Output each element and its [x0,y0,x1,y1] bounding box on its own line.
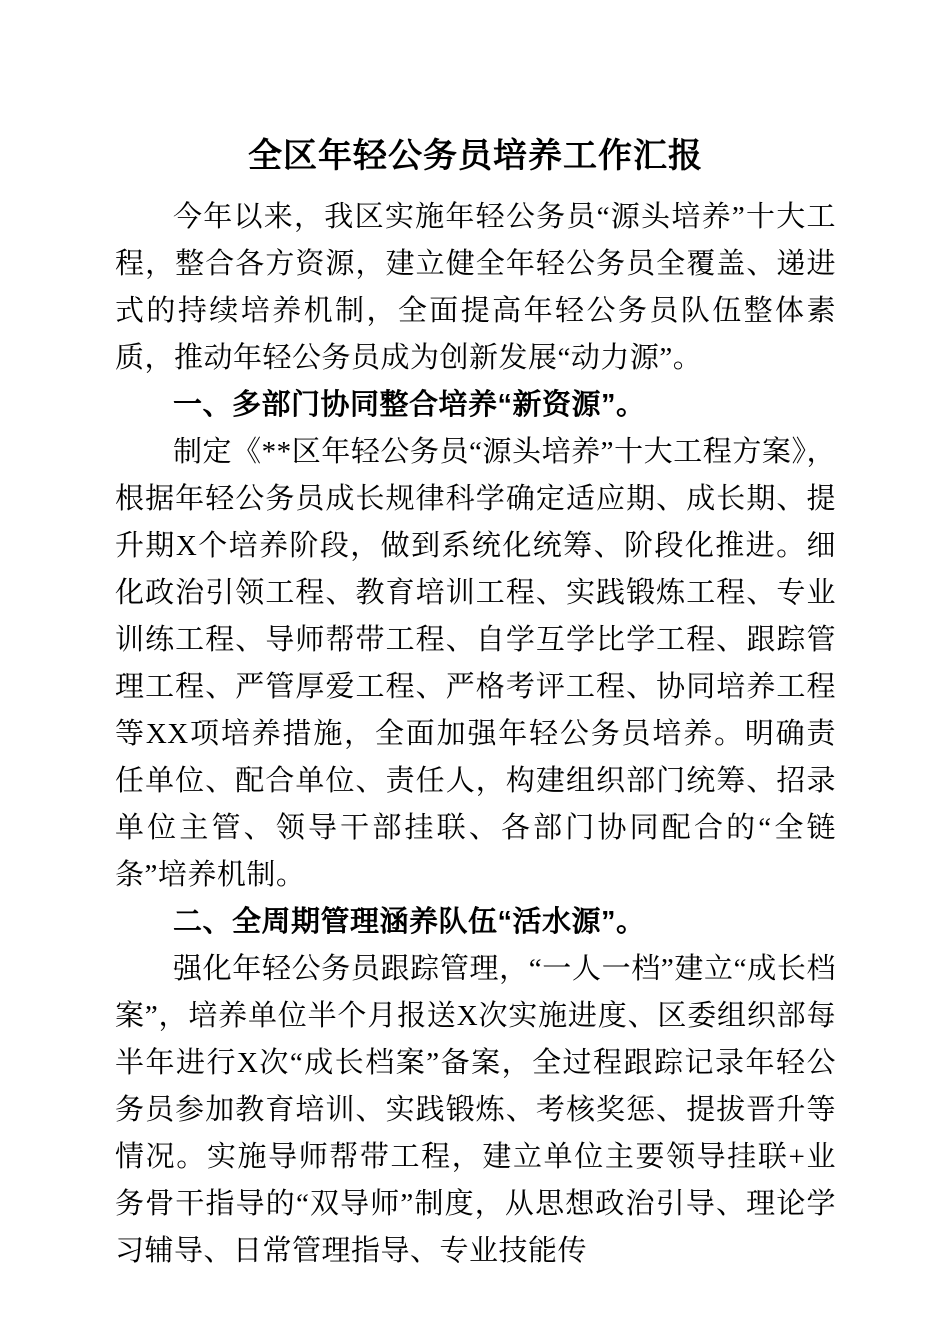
document-title: 全区年轻公务员培养工作汇报 [248,138,703,175]
section-2-heading: 二、全周期管理涵养队伍“活水源”。 [173,906,646,938]
intro-paragraph: 今年以来，我区实施年轻公务员“源头培养”十大工程，整合各方资源，建立健全年轻公务员全覆盖、递进式的持续培养机制，全面提高年轻公务员队伍整体素质，推动年轻公务员成为创新发展“动力源”。 [115,201,836,374]
section-1-paragraph: 制定《**区年轻公务员“源头培养”十大工程方案》，根据年轻公务员成长规律科学确定适应期、成长期、提升期X个培养阶段，做到系统化统筹、阶段化推进。细化政治引领工程、教育培训工程、实践锻炼工程、专业训练工程、导师帮带工程、自学互学比学工程、跟踪管理工程、严管厚爱工程、严格考评工程、协同培养工程等XX项培养措施，全面加强年轻公务员培养。明确责任单位、配合单位、责任人，构建组织部门统筹、招录单位主管、领导干部挂联、各部门协同配合的“全链条”培养机制。 [115,436,836,891]
section-2-paragraph: 强化年轻公务员跟踪管理，“一人一档”建立“成长档案”，培养单位半个月报送X次实施进度、区委组织部每半年进行X次“成长档案”备案，全过程跟踪记录年轻公务员参加教育培训、实践锻炼、考核奖惩、提拔晋升等情况。实施导师帮带工程，建立单位主要领导挂联+业务骨干指导的“双导师”制度，从思想政治引导、理论学习辅导、日常管理指导、专业技能传 [115,953,836,1267]
section-1-heading: 一、多部门协同整合培养“新资源”。 [173,389,646,421]
